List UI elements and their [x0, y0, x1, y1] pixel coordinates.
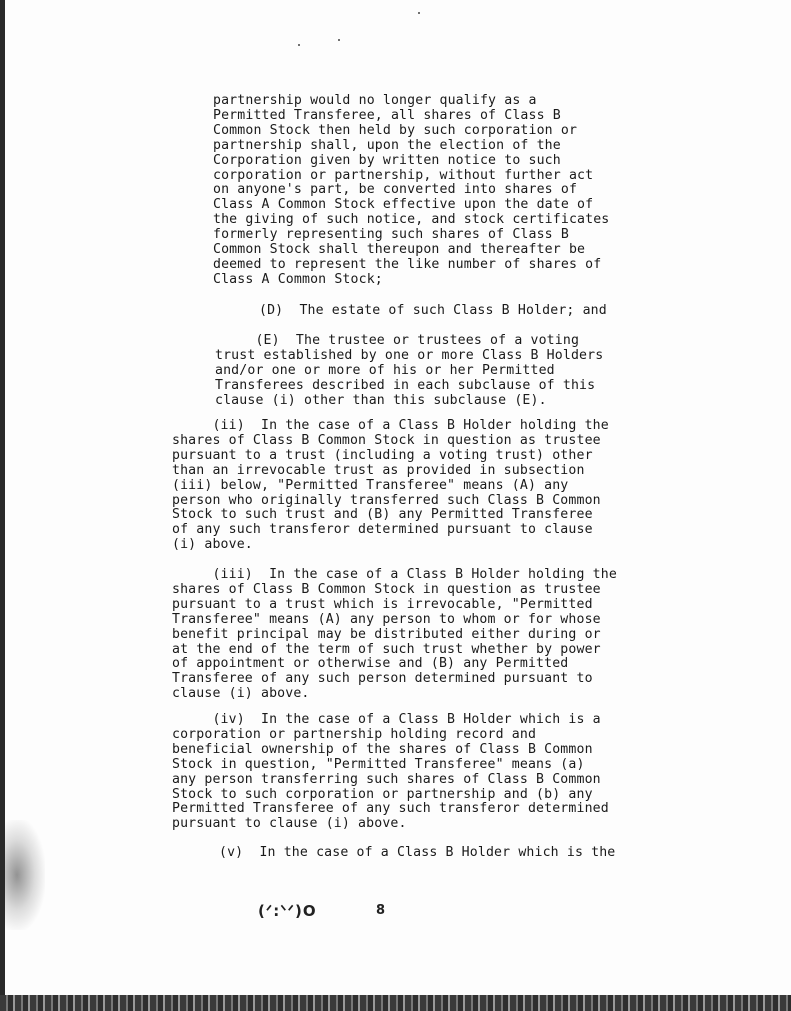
scan-speck: [338, 39, 340, 41]
clause-iv: (iv) In the case of a Class B Holder which is a corporation or partnership holding record and beneficial ownership of the shares of Class B Common Stock in question, "Permitted Transferee" means (a) any person transferring such shares of Class B Common Stock to such corporation or partnership and (b) any Permitted Transferee of any such transferor determined pursuant to clause (i) above.: [172, 712, 609, 832]
page-number: 8: [376, 903, 386, 918]
subclause-d: (D) The estate of such Class B Holder; and: [259, 303, 607, 318]
footer-document-mark: (ᐟ:ᐠᐟ)O: [258, 902, 317, 920]
clause-ii: (ii) In the case of a Class B Holder holding the shares of Class B Common Stock in question as trustee pursuant to a trust (including a voting trust) other than an irrevocable trust as provided in subsection (iii) below, "Permitted Transferee" means (A) any person who originally transferred such Class B Common Stock to such trust and (B) any Permitted Transferee of any such transferor determined pursuant to clause (i) above.: [172, 418, 609, 553]
clause-v: (v) In the case of a Class B Holder which is the: [219, 845, 616, 860]
scan-smudge: [5, 820, 45, 930]
subclause-e: (E) The trustee or trustees of a voting trust established by one or more Class B Holders and/or one or more of his or her Permitted Transferees described in each subclause of this clause (i) other than this subclause (E).: [215, 333, 604, 408]
clause-iii: (iii) In the case of a Class B Holder holding the shares of Class B Common Stock in question as trustee pursuant to a trust which is irrevocable, "Permitted Transferee" means (A) any person to whom or for whose benefit principal may be distributed either during or at the end of the term of such trust whether by power of appointment or otherwise and (B) any Permitted Transferee of any such person determined pursuant to clause (i) above.: [172, 567, 617, 702]
paragraph-continuation: partnership would no longer qualify as a Permitted Transferee, all shares of Class B Common Stock then held by such corporation or partnership shall, upon the election of the Corporation given by written notice to such corporation or partnership, without further act on anyone's part, be converted into shares of Class A Common Stock effective upon the date of the giving of such notice, and stock certificates formerly representing such shares of Class B Common Stock shall thereupon and thereafter be deemed to represent the like number of shares of Class A Common Stock;: [213, 93, 610, 287]
scan-speck: [418, 12, 420, 14]
scan-bottom-edge: [0, 995, 791, 1011]
scan-speck: [298, 44, 300, 46]
